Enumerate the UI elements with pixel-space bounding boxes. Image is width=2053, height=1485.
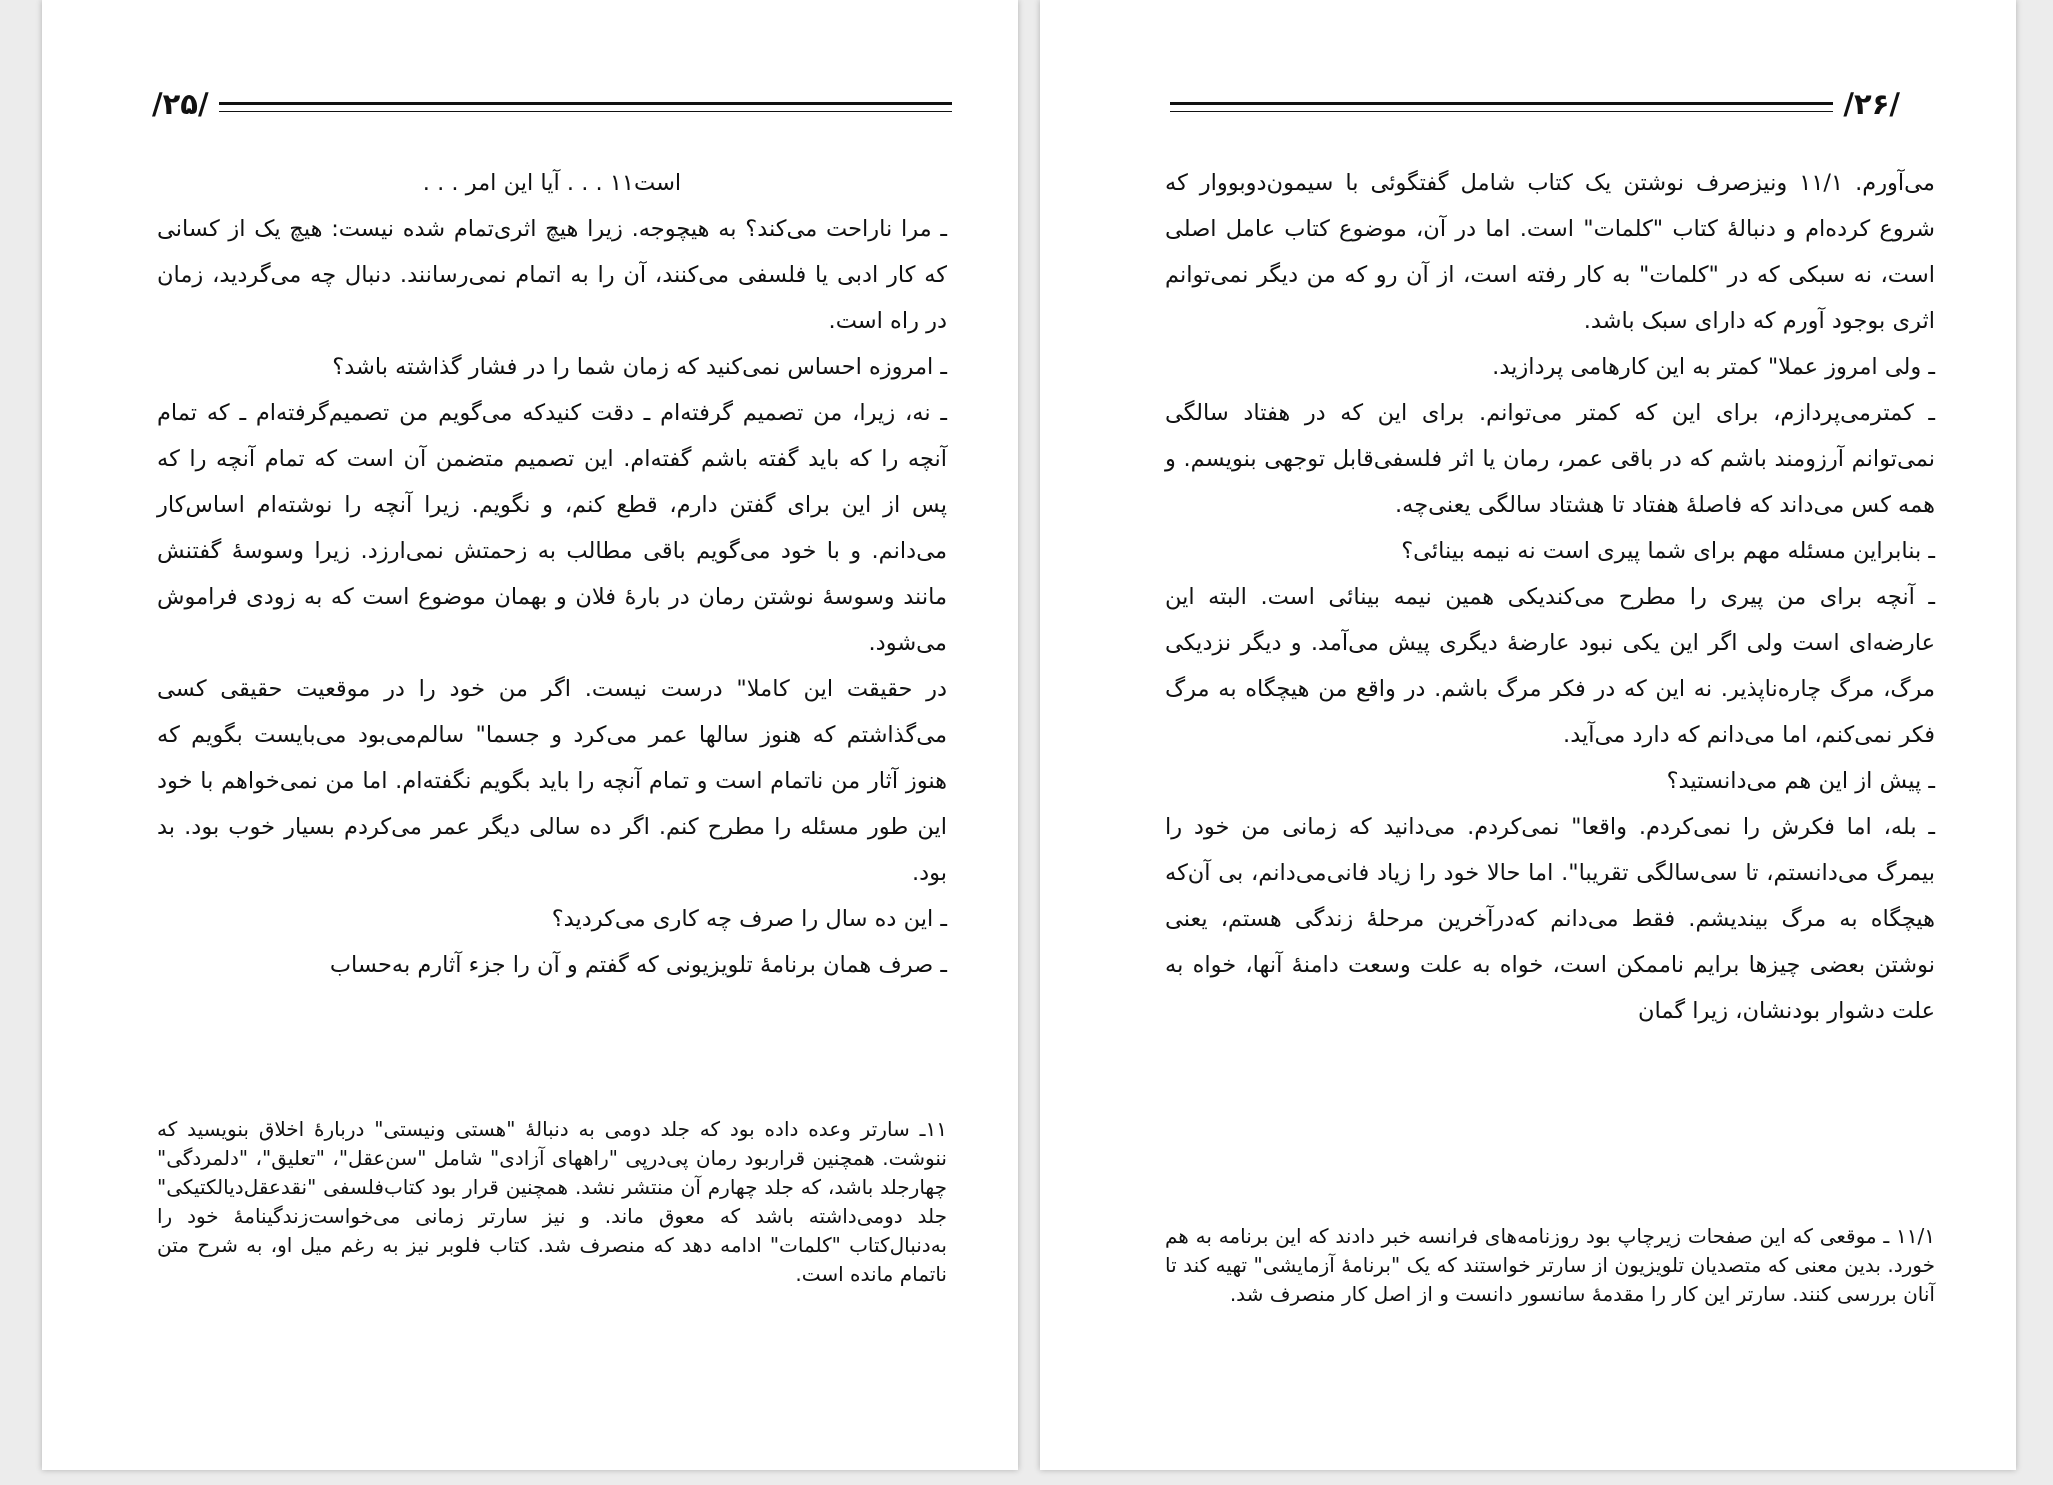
footnote-text: ۱۱ـ سارتر وعده داده بود که جلد دومی به دنباله‌ٔ "هستی ونیستی" درباره‌ٔ اخلاق بنویسید که ننوشت. همچنین قراربود رمان پی‌درپی "راههای آزادی" شامل "سن‌عقل"، "تعلیق"، "دلمردگی" چهارجلد باشد، که جلد چهارم آن منتشر نشد. همچنین قرار بود کتاب‌فلسفی "نقدعقل‌دیالکتیکی" جلد دومی‌داشته باشد که معوق ماند. و نیز سارتر زمانی می‌خواست‌زندگینامه‌ٔ خود را به‌دنبال‌کتاب "کلمات" ادامه دهد که منصرف شد. کتاب فلوبر نیز به رغم میل او، به شرح متن ناتمام مانده است.: [157, 1117, 947, 1286]
paragraph: است۱۱ . . . آیا این امر . . .: [422, 170, 682, 196]
header-rule: [1170, 102, 1833, 112]
footnote: [157, 1115, 947, 1289]
paragraph: می‌آورم. ۱۱/۱ ونیزصرف نوشتن یک کتاب شامل گفتگوئی با سیمون‌دوبووار که شروع کرده‌ام و دنباله‌ٔ کتاب "کلمات" است. اما در آن، موضوع کتاب عامل اصلی است، نه سبکی که در "کلمات" به کار رفته است، از آن رو که من دیگر نمی‌توانم اثری بوجود آورم که دارای سبک باشد.: [1165, 170, 1935, 334]
page-header: [152, 84, 952, 124]
page-26: [1040, 0, 2016, 1470]
paragraph: ـ ولی امروز عملا" کمتر به این کارهامی‌ پردازید.: [1492, 354, 1935, 380]
paragraph: ـ امروزه احساس نمی‌کنید که زمان شما را در فشار گذاشته باشد؟: [332, 354, 947, 380]
paragraph: ـ کمترمی‌پردازم، برای این که کمتر می‌توانم. برای این که در هفتاد سالگی نمی‌توانم آرزومند باشم که در باقی عمر، رمان یا اثر فلسفی‌قابل توجهی بنویسم. و همه کس می‌داند که فاصله‌ٔ هفتاد تا هشتاد سالگی یعنی‌چه.: [1165, 400, 1935, 518]
paragraph: ـ این ده سال را صرف چه کاری می‌کردید؟: [551, 906, 947, 932]
footnote-text: ۱۱/۱ ـ موقعی که این صفحات زیرچاپ بود روزنامه‌های فرانسه خبر دادند که این برنامه به هم خورد. بدین معنی که متصدیان تلویزیون از سارتر خواستند که یک "برنامه‌ٔ آزمایشی" تهیه کند تا آنان بررسی کنند. سارتر این کار را مقدمه‌ٔ سانسور دانست و از اصل کار منصرف شد.: [1165, 1224, 1935, 1306]
page-header: [1170, 84, 1900, 124]
footnote: [1165, 1222, 1935, 1309]
header-rule: [219, 102, 952, 112]
paragraph: ـ آنچه برای من پیری را مطرح می‌کندیکی همین نیمه بینائی است. البته این عارضه‌ای است ولی اگر این یکی نبود عارضه‌ٔ دیگری پیش می‌آمد. و دیگر نزدیکی مرگ، مرگ چاره‌ناپذیر. نه این که در فکر مرگ باشم. در واقع من هیچگاه به مرگ فکر نمی‌کنم، اما می‌دانم که دارد می‌آید.: [1165, 584, 1935, 748]
paragraph: ـ نه، زیرا، من تصمیم گرفته‌ام ـ دقت کنیدکه می‌گویم من تصمیم‌گرفته‌ام ـ که تمام آنچه را که باید گفته باشم گفته‌ام. این تصمیم متضمن آن است که تمام آنچه را که پس از این برای گفتن دارم، قطع کنم، و نگویم. زیرا آنچه را نوشته‌ام اساس‌کار می‌دانم. و با خود می‌گویم باقی مطالب به زحمتش نمی‌ارزد. زیرا وسوسه‌ٔ گفتنش مانند وسوسه‌ٔ نوشتن رمان در باره‌ٔ فلان و بهمان موضوع است که به زودی فراموش می‌شود.: [157, 400, 947, 656]
paragraph: ـ پیش از این هم می‌دانستید؟: [1666, 768, 1935, 794]
paragraph: ـ مرا ناراحت می‌کند؟ به هیچوجه. زیرا هیچ اثری‌تمام شده نیست: هیچ یک از کسانی که کار ادبی یا فلسفی می‌کنند، آن را به اتمام نمی‌رسانند. دنبال چه می‌گردید، زمان در راه است.: [157, 216, 947, 334]
page-body: [1165, 160, 1935, 1034]
paragraph: در حقیقت این کاملا" درست نیست. اگر من خود را در موقعیت حقیقی کسی می‌گذاشتم که هنوز سالها عمر می‌کرد و جسما" سالم‌می‌بود می‌بایست بگویم که هنوز آثار من ناتمام است و تمام آنچه را باید بگویم نگفته‌ام. اما من نمی‌خواهم با خود این طور مسئله را مطرح کنم. اگر ده سالی دیگر عمر می‌کردم بسیار خوب بود. بد بود.: [157, 676, 947, 886]
page-number: /۲۶/: [1843, 87, 1900, 121]
page-25: [42, 0, 1018, 1470]
paragraph: ـ صرف همان برنامه‌ٔ تلویزیونی که گفتم و آن را جزء آثارم به‌حساب: [329, 952, 947, 978]
page-body: [157, 160, 947, 988]
paragraph: ـ بنابراین مسئله مهم برای شما پیری است نه نیمه بینائی؟: [1401, 538, 1935, 564]
paragraph: ـ بله، اما فکرش را نمی‌کردم. واقعا" نمی‌کردم. می‌دانید که زمانی من خود را بیمرگ می‌دانستم، تا سی‌سالگی تقریبا". اما حالا خود را زیاد فانی‌می‌دانم، بی آن‌که هیچگاه به مرگ بیندیشم. فقط می‌دانم که‌درآخرین مرحله‌ٔ زندگی هستم، یعنی نوشتن بعضی چیزها برایم ناممکن است، خواه به علت وسعت دامنه‌ٔ آنها، خواه به علت دشوار بودنشان، زیرا گمان: [1165, 814, 1935, 1024]
page-number: /۲۵/: [152, 87, 209, 121]
